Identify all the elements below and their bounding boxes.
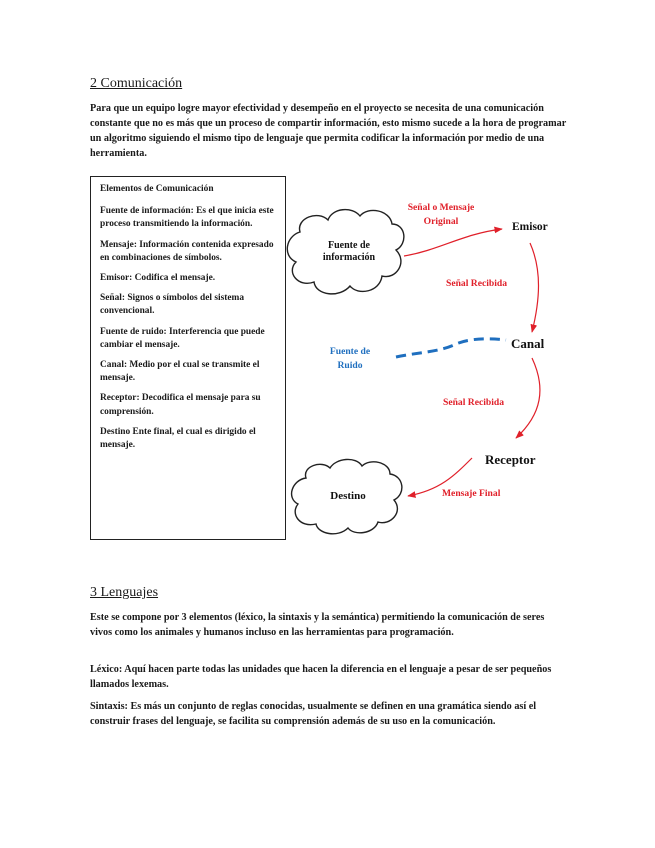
cloud-source-label: Fuente de información [322, 240, 376, 263]
element-item: Emisor: Codifica el mensaje. [100, 273, 216, 284]
receptor-node: Receptor [485, 452, 536, 467]
canal-node: Canal [511, 336, 545, 351]
elements-box-title: Elementos de Comunicación [100, 184, 214, 194]
emisor-node: Emisor [512, 221, 548, 233]
element-item: Señal: Signos o símbolos del sistema convencional. [100, 293, 245, 317]
section-3-paragraph-sintaxis: Sintaxis: Es más un conjunto de reglas conocidas, usualmente se definen en una gramática siendo así el construir frases del lenguaje, se facilita su comprensión además de su uso en la comunicación. [90, 701, 537, 727]
cloud-destination-label: Destino [330, 490, 366, 502]
section-2-heading: 2 Comunicación [90, 76, 183, 91]
element-item: Mensaje: Información contenida expresado en combinaciones de símbolos. [100, 239, 274, 263]
section-3-heading: 3 Lenguajes [90, 585, 159, 600]
label-received-signal-2: Señal Recibida [443, 397, 505, 408]
noise-dashed-line [396, 339, 506, 357]
element-item: Receptor: Decodifica el mensaje para su comprensión. [100, 393, 261, 417]
arrow-canal-to-receptor [516, 358, 540, 438]
element-item: Destino Ente final, el cual es dirigido el mensaje. [100, 426, 256, 451]
arrow-emisor-to-canal [530, 243, 539, 332]
label-signal-message: Señal o Mensaje Original [407, 202, 475, 227]
arrow-source-to-emisor [404, 229, 502, 256]
section-2-paragraph: Para que un equipo logre mayor efectividad y desempeño en el proyecto se necesita de una comunicación constante que no es más que un proceso de compartir información, esto mismo sucede a la hora de programar un algoritmo siguiendo el mismo tipo de lenguaje que permita codificar la información por medio de una herramienta. [90, 103, 567, 159]
element-item: Fuente de ruido: Interferencia que puede cambiar el mensaje. [100, 326, 265, 350]
element-item: Canal: Medio por el cual se transmite el mensaje. [100, 360, 260, 384]
section-3-paragraph-lexico: Léxico: Aquí hacen parte todas las unidades que hacen la diferencia en el lenguaje a pesar de ser pequeños llamados lexemas. [90, 664, 552, 690]
label-final-message: Mensaje Final [442, 488, 501, 499]
element-item: Fuente de información: Es el que inicia este proceso transmitiendo la información. [100, 206, 274, 230]
label-noise-source: Fuente de Ruido [329, 346, 371, 371]
section-3-paragraph-intro: Este se compone por 3 elementos (léxico, la sintaxis y la semántica) permitiendo la comunicación de seres vivos como los animales y humanos incluso en las herramientas para programación. [90, 612, 545, 638]
label-received-signal-1: Señal Recibida [446, 278, 508, 289]
